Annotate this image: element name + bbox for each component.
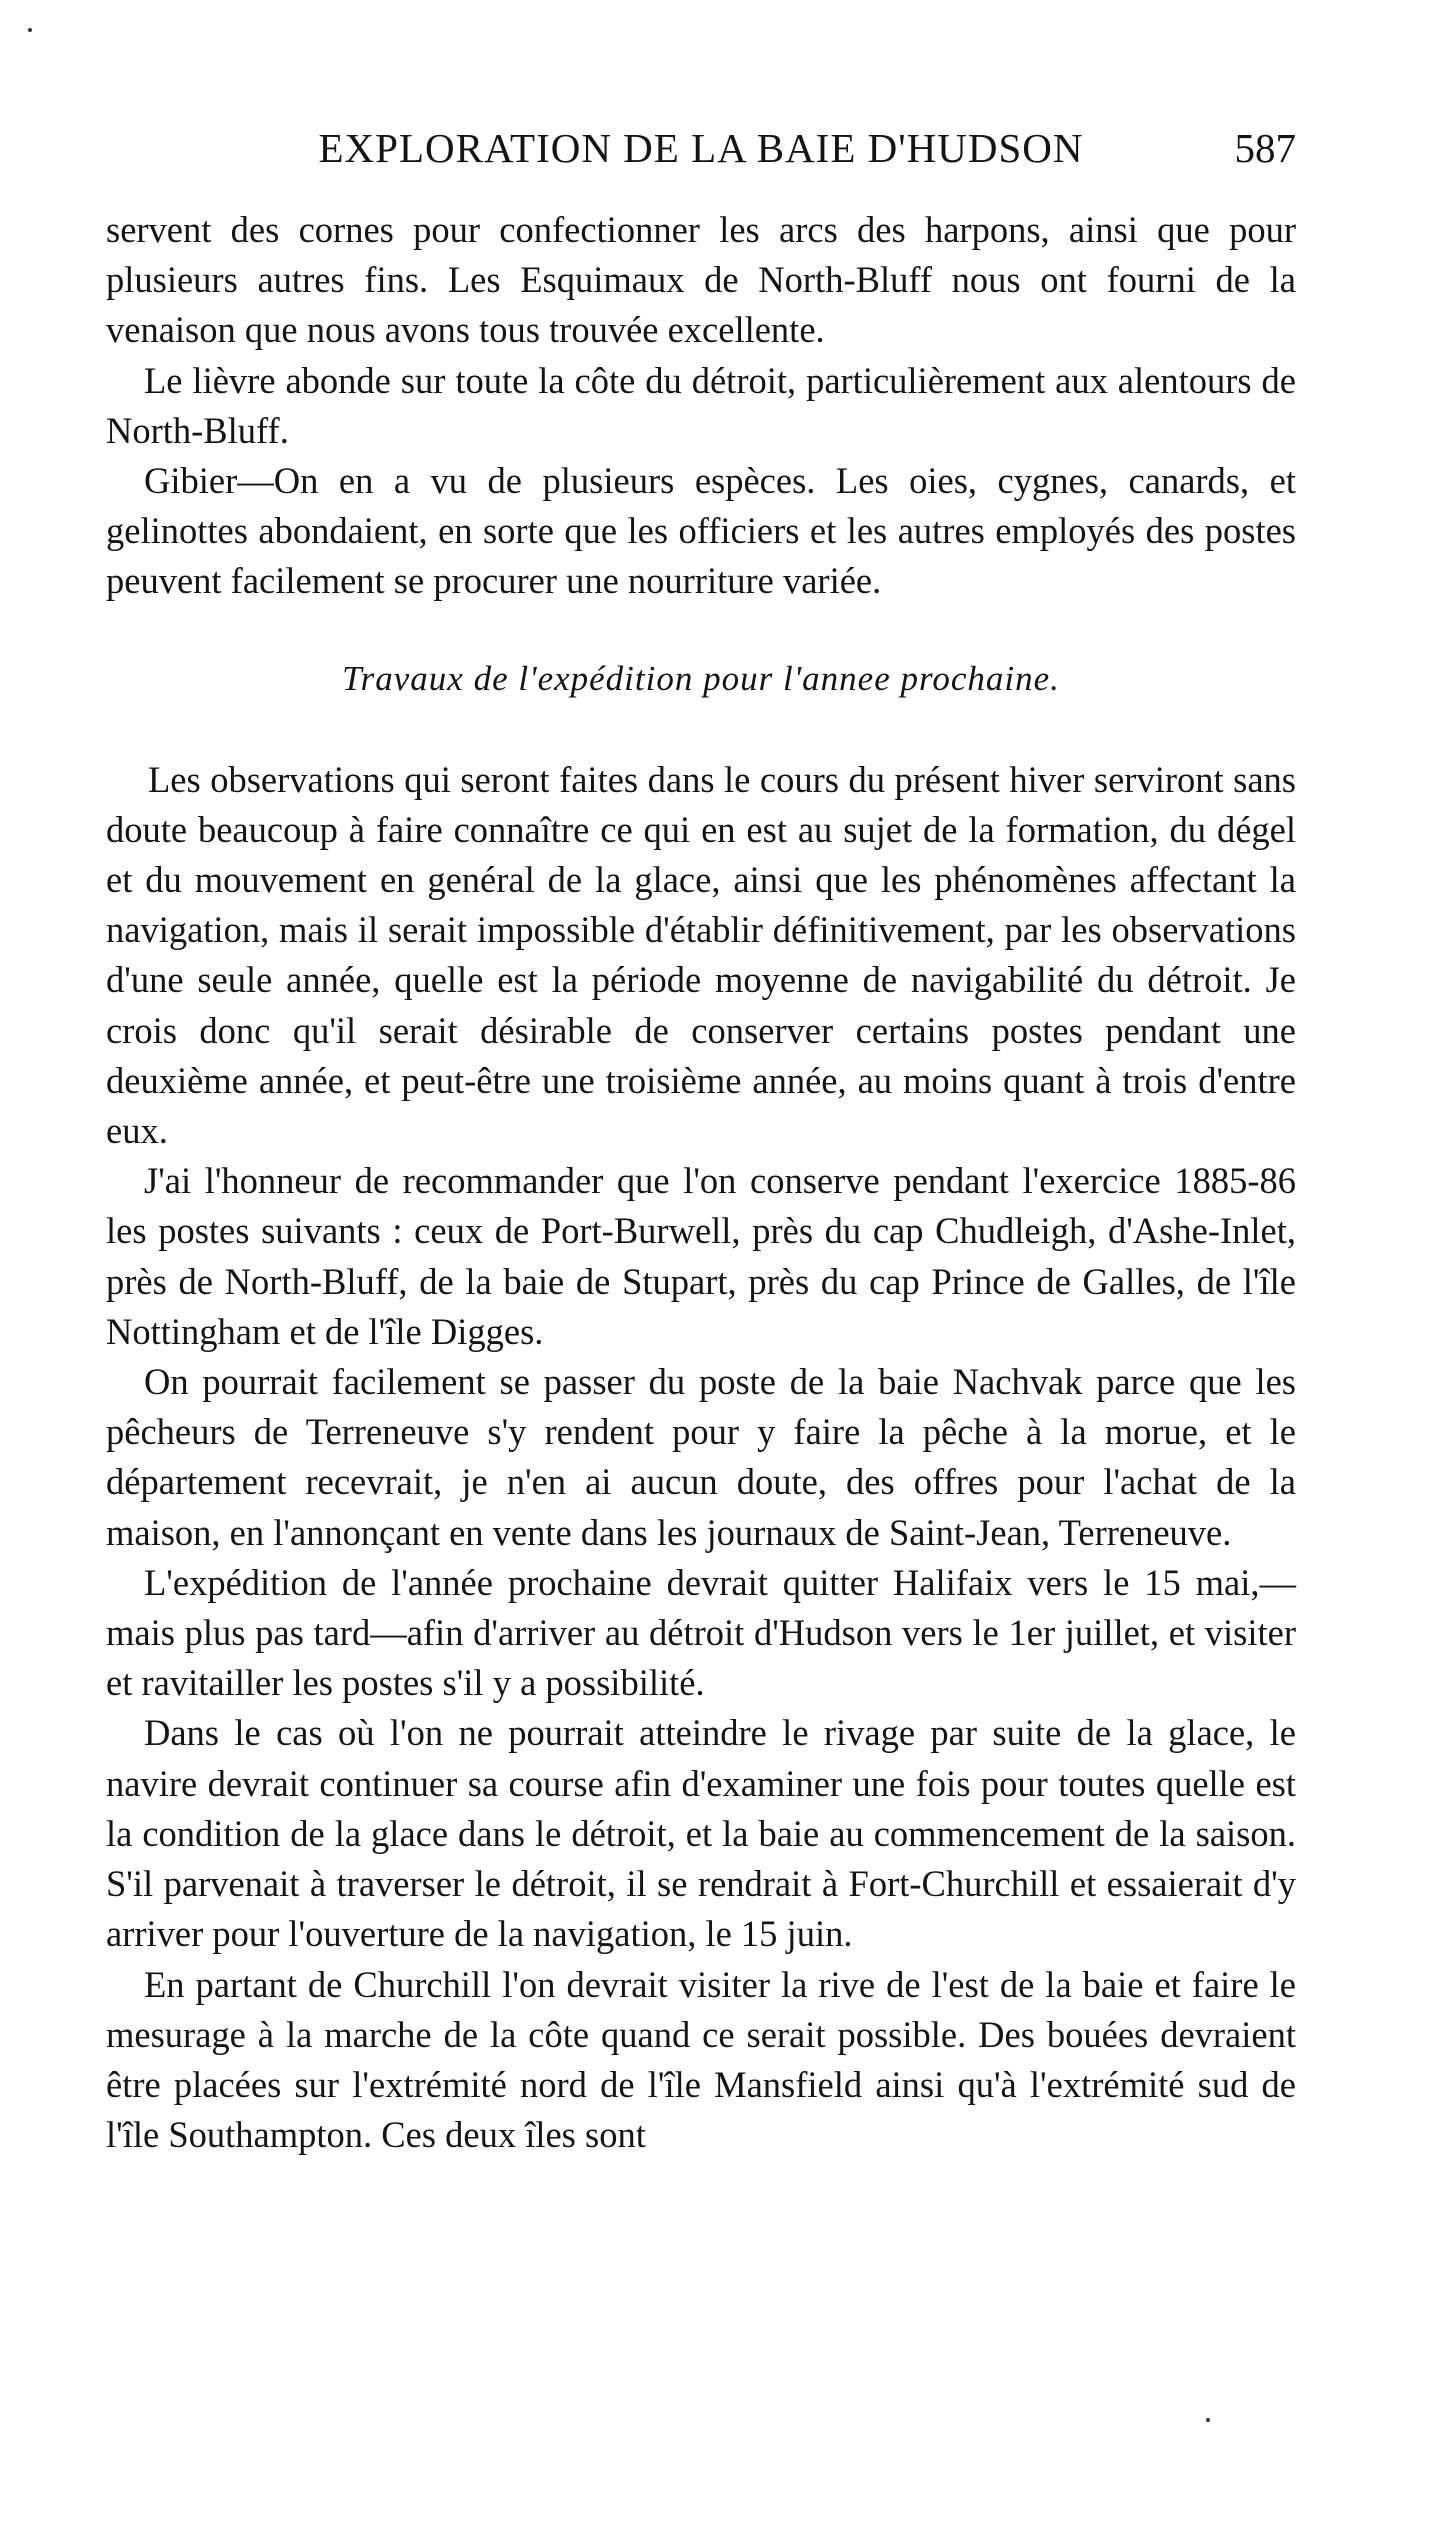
paragraph-continuation: servent des cornes pour confectionner les arcs des harpons, ainsi que pour plusieurs autres fins. Les Esquimaux de North-Bluff nous ont fourni de la venaison que nous avons tous trouvée excellente.: [106, 209, 1296, 351]
paragraph-observations: Les observations qui seront faites dans le cours du présent hiver serviront sans doute beaucoup à faire connaître ce qui en est au sujet de la formation, du dégel et du mouvement en genéral de la glace, ainsi que les phénomènes affectant la navigation, mais il serait impossible d'établir définitivement, par les observations d'une seule année, quelle est la période moyenne de navigabilité du détroit. Je crois donc qu'il serait désirable de conserver certains postes pendant une deuxième année, et peut-être une troisième année, au moins quant à trois d'entre eux.: [106, 758, 1296, 1152]
paragraph-game: Gibier—On en a vu de plusieurs espèces. Les oies, cygnes, canards, et gelinottes abondaient, en sorte que les officiers et les autres employés des postes peuvent facilement se procurer une nourriture variée.: [106, 460, 1296, 602]
section-heading: Travaux de l'expédition pour l'annee prochaine.: [342, 658, 1060, 698]
paragraph-hare: Le lièvre abonde sur toute la côte du détroit, particulièrement aux alentours de North-Bluff.: [106, 359, 1296, 451]
paragraph-recommendation: J'ai l'honneur de recommander que l'on conserve pendant l'exercice 1885-86 les postes suivants : ceux de Port-Burwell, près du cap Chudleigh, d'Ashe-Inlet, près de North-Bluff, de la baie de Stupart, près du cap Prince de Galles, de l'île Nottingham et de l'île Digges.: [106, 1160, 1296, 1352]
page-number: 587: [1234, 125, 1296, 171]
running-title: EXPLORATION DE LA BAIE D'HUDSON: [318, 125, 1084, 171]
margin-speck: [1206, 2418, 1210, 2422]
running-head: [106, 118, 1296, 178]
paragraph-ice-conditions: Dans le cas où l'on ne pourrait atteindre le rivage par suite de la glace, le navire devrait continuer sa course afin d'examiner une fois pour toutes quelle est la condition de la glace dans le détroit, et la baie au commencement de la saison. S'il parvenait à traverser le détroit, il se rendrait à Fort-Churchill et essaierait d'y arriver pour l'ouverture de la navigation, le 15 juin.: [106, 1712, 1296, 1955]
paragraph-churchill: En partant de Churchill l'on devrait visiter la rive de l'est de la baie et faire le mesurage à la marche de la côte quand ce serait possible. Des bouées devraient être placées sur l'extrémité nord de l'île Mansfield ainsi qu'à l'extrémité sud de l'île Southampton. Ces deux îles sont: [106, 1963, 1296, 2156]
body-text: [106, 205, 1296, 2160]
paragraph-departure: L'expédition de l'année prochaine devrait quitter Halifaix vers le 15 mai,— mais plus pas tard—afin d'arriver au détroit d'Hudson vers le 1er juillet, et visiter et ravitailler les postes s'il y a possibilité.: [106, 1561, 1296, 1704]
margin-speck: [28, 28, 32, 32]
paragraph-nachvak: On pourrait facilement se passer du poste de la baie Nachvak parce que les pêcheurs de Terreneuve s'y rendent pour y faire la pêche à la morue, et le département recevrait, je n'en ai aucun doute, des offres pour l'achat de la maison, en l'annonçant en vente dans les journaux de Saint-Jean, Terreneuve.: [106, 1361, 1296, 1553]
